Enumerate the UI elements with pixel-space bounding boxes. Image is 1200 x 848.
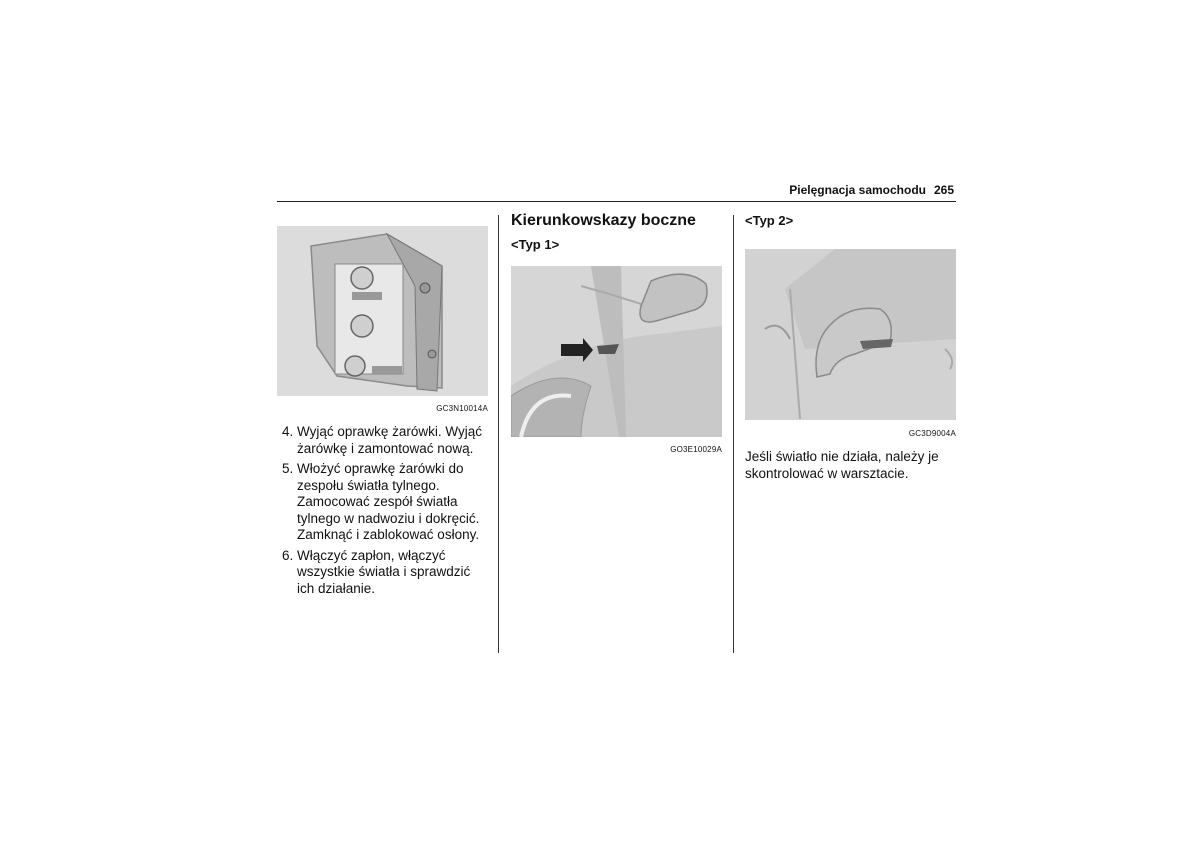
list-item	[277, 548, 489, 598]
column-divider-right	[733, 215, 734, 653]
tail-light-illustration	[277, 226, 488, 396]
side-indicator-type1-illustration	[511, 266, 722, 437]
running-header-title: Pielęgnacja samochodu	[789, 183, 926, 197]
page-number: 265	[934, 183, 955, 197]
column-divider-left	[498, 215, 499, 653]
step-number: 6.	[282, 547, 294, 563]
step-text: Wyjąć oprawkę żarówki. Wyjąć żarówkę i zamontować nową.	[297, 424, 483, 456]
figure-code: GO3E10029A	[670, 445, 722, 454]
side-indicator-type2-illustration	[745, 249, 956, 420]
list-item	[277, 461, 489, 544]
list-item	[277, 424, 489, 457]
section-title: Kierunkowskazy boczne	[511, 212, 696, 229]
type-2-subtitle: <Typ 2>	[745, 213, 794, 228]
side-indicator-type1-figure	[511, 266, 722, 437]
figure-code: GC3D9004A	[908, 429, 956, 438]
step-text: Włożyć oprawkę żarówki do zespołu światła tylnego. Zamocować zespół światła tylnego w nadwoziu i dokręcić. Zamknąć i zablokować osłony.	[297, 461, 480, 542]
step-text: Włączyć zapłon, włączyć wszystkie światła i sprawdzić ich działanie.	[297, 547, 471, 596]
side-indicator-type2-figure	[745, 249, 956, 420]
procedure-steps	[277, 424, 489, 601]
figure-code: GC3N10014A	[436, 404, 488, 413]
body-text: Jeśli światło nie działa, należy je skontrolować w warsztacie.	[745, 449, 939, 481]
tail-light-figure	[277, 226, 488, 396]
step-number: 5.	[282, 461, 294, 476]
type-1-subtitle: <Typ 1>	[511, 237, 560, 252]
step-number: 4.	[282, 424, 294, 439]
header-rule	[277, 201, 956, 202]
